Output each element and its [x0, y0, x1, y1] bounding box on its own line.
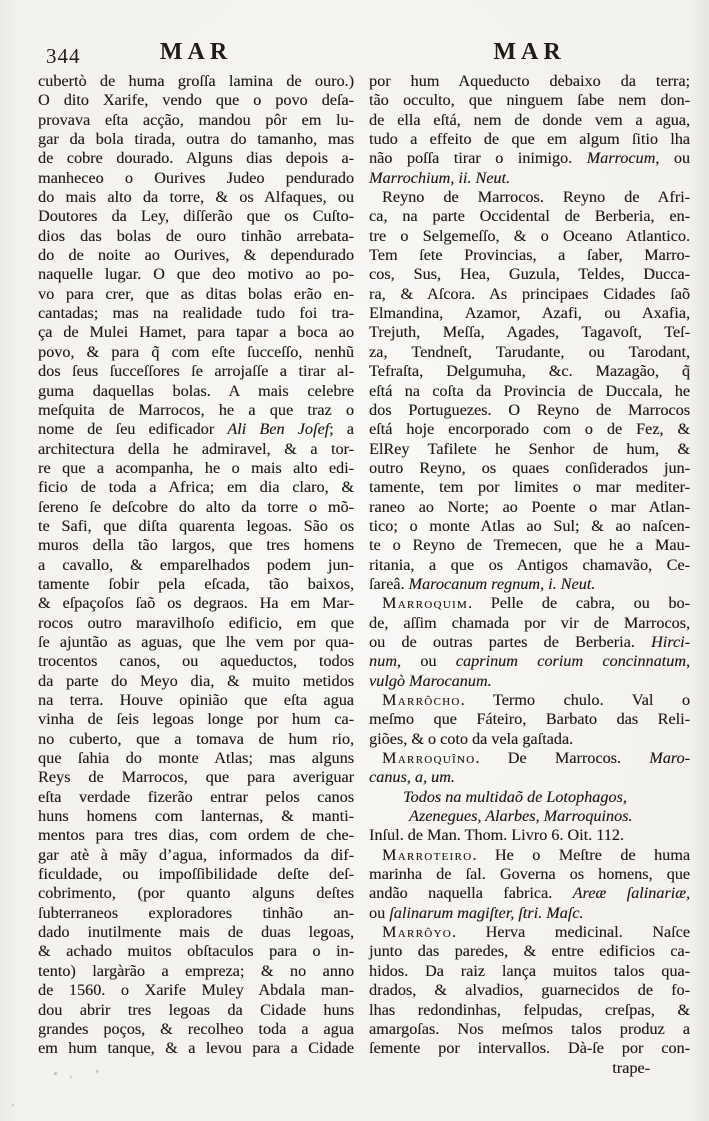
text-segment: dios das bolas de ouro tinhão arrebata-: [38, 226, 354, 245]
text-line: [38, 323, 354, 342]
text-line: [369, 846, 690, 865]
text-line: [38, 846, 354, 865]
text-segment: ſereno ſe deſcobre do alto da torre o mõ-: [38, 497, 354, 516]
text-line: [38, 652, 354, 671]
text-segment: ElRey Tafilete he Senhor de hum, &: [369, 439, 690, 458]
text-line: [369, 633, 690, 652]
text-segment: architectura della he admiravel, & a tor-: [38, 439, 354, 458]
text-line: [38, 536, 354, 555]
text-line: [38, 188, 354, 207]
text-segment: do mais alto da torre, & os Alfaques, ou: [38, 188, 354, 207]
text-line: [369, 246, 690, 265]
text-line: [369, 691, 690, 710]
scan-speckle: [96, 1070, 98, 1073]
text-line: [38, 401, 354, 420]
text-line: [38, 227, 354, 246]
text-segment: huns homens com lanternas, & manti-: [38, 807, 354, 826]
text-line: [38, 904, 354, 923]
text-segment: guma daquellas bolas. A mais celebre: [38, 381, 354, 400]
text-segment: Areæ ſalinariæ,: [572, 884, 690, 903]
text-line: [38, 884, 354, 903]
entry-headword: Marroteiro: [382, 845, 473, 864]
text-line: [369, 962, 690, 981]
text-line: [369, 556, 690, 575]
text-line: [369, 169, 690, 188]
text-line: [369, 1001, 690, 1020]
text-line: [369, 710, 690, 729]
text-line: [369, 517, 690, 536]
text-line: [38, 1020, 354, 1039]
column-left: [38, 72, 354, 1059]
text-segment: Doutores da Ley, diſſerão que os Cuſto-: [38, 207, 354, 226]
text-segment: vulgò Marocanum.: [369, 671, 492, 690]
text-line: [38, 614, 354, 633]
text-line: [38, 111, 354, 130]
text-segment: lhas redondinhas, felpudas, creſpas, &: [369, 1000, 690, 1019]
text-line: [38, 149, 354, 168]
text-line: [38, 788, 354, 807]
text-segment: te o Reyno de Tremecen, que he a Mau-: [369, 536, 690, 555]
text-segment: Maro-: [649, 749, 690, 768]
text-line: [369, 1059, 690, 1078]
text-line: [38, 1039, 354, 1058]
text-segment: que ſahia do monte Atlas; mas alguns: [38, 749, 354, 768]
text-segment: ra, & Aſcora. As principaes Cidades ſaõ: [369, 284, 690, 303]
text-segment: Marocanum regnum, i. Neut.: [408, 574, 596, 593]
text-line: [369, 382, 690, 401]
text-line: [369, 130, 690, 149]
text-segment: cos, Sus, Hea, Guzula, Teldes, Ducca-: [369, 265, 690, 284]
text-segment: cantadas; mas na realidade tudo foi tra-: [38, 304, 354, 323]
text-line: [369, 884, 690, 903]
text-line: [369, 285, 690, 304]
text-line: [369, 865, 690, 884]
text-segment: . Termo chulo. Val o: [460, 691, 690, 709]
text-line: [38, 246, 354, 265]
entry-headword: Marrôyo: [382, 923, 452, 942]
text-line: [38, 710, 354, 729]
text-line: [369, 730, 690, 749]
text-segment: za, Tendneſt, Tarudante, ou Tarodant,: [369, 342, 690, 361]
text-line: [369, 420, 690, 439]
text-line: [369, 826, 690, 845]
text-segment: gar da bola tirada, outra do tamanho, mas: [38, 130, 354, 149]
text-line: [38, 942, 354, 961]
text-segment: marinha de ſal. Governa os homens, que: [369, 865, 690, 884]
text-segment: ficuldade, ou impoſſibilidade deſte deſ-: [38, 865, 354, 884]
text-segment: ca, na parte Occidental de Berberia, en-: [369, 207, 690, 226]
text-line: [38, 962, 354, 981]
text-line: [38, 72, 354, 91]
text-segment: Trejuth, Meſſa, Agades, Tagavoſt, Teſ-: [369, 323, 690, 342]
text-segment: a cavallo, & emparelhados podem jun-: [38, 555, 354, 574]
text-line: [38, 459, 354, 478]
entry-headword: Marroquîno: [382, 749, 476, 768]
text-segment: . He o Meſtre de huma: [472, 845, 690, 864]
text-line: [369, 749, 690, 768]
text-line: [38, 440, 354, 459]
text-segment: de 1560. o Xarife Muley Abdala man-: [38, 981, 354, 1000]
text-line: [369, 1020, 690, 1039]
text-segment: re que a acompanha, he o mais alto edi-: [38, 458, 354, 477]
text-segment: dos Portuguezes. O Reyno de Marrocos: [369, 400, 690, 419]
text-line: [369, 207, 690, 226]
text-segment: tamente ſobir pela eſcada, tão baixos,: [38, 574, 354, 593]
text-segment: cobrimento, (por quanto alguns deſtes: [38, 884, 354, 903]
text-segment: ficio de toda a Africa; em dia claro, &: [38, 478, 354, 497]
text-segment: de ella eſtá, nem de donde vem a agua,: [369, 110, 690, 129]
text-segment: tão occulto, que ninguem ſabe nem don-: [369, 91, 690, 110]
text-segment: Inſul. de Man. Thom. Livro 6. Oit. 112.: [369, 826, 624, 845]
text-segment: gar atè à mãy d’agua, informados da dif-: [38, 845, 354, 864]
page-number: 344: [46, 44, 81, 68]
text-line: [38, 556, 354, 575]
text-segment: muros della tão largos, que tres homens: [38, 536, 354, 555]
text-segment: outro Reyno, os quaes conſiderados jun-: [369, 458, 690, 477]
text-line: [38, 865, 354, 884]
text-segment: & eſpaçoſos ſaõ os degraos. Ha em Mar-: [38, 594, 354, 613]
text-segment: em hum tanque, & a levou para a Cidade: [38, 1039, 354, 1058]
running-header-right: MAR: [493, 39, 566, 65]
text-segment: não poſſa tirar o inimigo.: [369, 149, 587, 168]
text-segment: dos ſeus ſucceſſores ſe arrojaſſe a tirar al-: [38, 362, 354, 381]
text-segment: dado inutilmente mais de duas legoas,: [38, 923, 354, 942]
text-line: [369, 594, 690, 613]
text-line: [369, 343, 690, 362]
text-line: [369, 188, 690, 207]
text-segment: tudo a effeito de que em algum ſitio lha: [369, 130, 690, 149]
text-line: [369, 91, 690, 110]
text-segment: hidos. Da raiz lança muitos talos qua-: [369, 961, 690, 980]
text-segment: naquelle lugar. O que deo motivo ao po-: [38, 265, 354, 284]
text-segment: nome de ſeu edificador: [38, 420, 228, 439]
text-segment: tamente, tem por limites o mar mediter-: [369, 478, 690, 497]
text-segment: da parte do Meyo dia, & muito metidos: [38, 671, 354, 690]
text-segment: Ali Ben Joſef: [227, 420, 330, 439]
text-line: [369, 362, 690, 381]
text-line: [38, 265, 354, 284]
text-segment: de cobre dourado. Alguns dias depois a-: [38, 149, 354, 168]
text-segment: Reys de Marrocos, que para averiguar: [38, 768, 354, 787]
text-line: [38, 633, 354, 652]
text-line: [38, 478, 354, 497]
text-line: [38, 517, 354, 536]
text-segment: O dito Xarife, vendo que o povo deſa-: [38, 91, 354, 110]
text-segment: vinha de ſeis legoas longe por hum ca-: [38, 710, 354, 729]
text-line: [369, 807, 690, 826]
text-segment: te Safi, que diſta quarenta legoas. São os: [38, 516, 354, 535]
scan-speckle: [70, 1076, 72, 1078]
text-segment: Elmandina, Azamor, Azafi, ou Axafia,: [369, 304, 690, 323]
text-segment: Reyno de Marrocos. Reyno de Afri-: [382, 188, 690, 207]
text-line: [38, 826, 354, 845]
text-line: [369, 923, 690, 942]
text-line: [38, 343, 354, 362]
text-segment: tico; o monte Atlas ao Sul; & ao naſcen-: [369, 516, 690, 535]
text-segment: num: [369, 652, 397, 671]
text-line: [38, 749, 354, 768]
scan-speckle: [54, 1072, 57, 1075]
text-segment: ſubterraneos exploradores tinhão an-: [38, 903, 354, 922]
text-line: [369, 459, 690, 478]
text-segment: dou abrir tres legoas da Cidade huns: [38, 1000, 354, 1019]
text-segment: & achado muitos obſtaculos para o in-: [38, 942, 354, 961]
text-line: [38, 691, 354, 710]
text-segment: . De Marrocos.: [475, 749, 650, 768]
text-line: [38, 304, 354, 323]
text-line: [38, 91, 354, 110]
column-right: [369, 72, 690, 1078]
text-line: [38, 207, 354, 226]
text-segment: eſtá hoje encorporado com o de Fez, &: [369, 420, 690, 439]
text-line: [38, 981, 354, 1000]
text-line: [38, 672, 354, 691]
text-segment: raneo ao Norte; ao Poente o mar Atlan-: [369, 497, 690, 516]
text-segment: trocentos canos, ou aqueductos, todos: [38, 652, 354, 671]
text-line: [369, 981, 690, 1000]
text-line: [38, 130, 354, 149]
text-segment: Marrocum: [586, 149, 656, 168]
text-segment: meſquita de Marrocos, he a que traz o: [38, 400, 354, 419]
text-segment: na terra. Houve opinião que eſta agua: [38, 691, 354, 709]
text-segment: ou: [369, 903, 390, 922]
entry-headword: Marroquim: [382, 594, 468, 613]
text-line: [369, 788, 690, 807]
text-segment: ça de Mulei Hamet, para tapar a boca ao: [38, 323, 354, 342]
entry-headword: Marrôcho: [382, 691, 461, 709]
text-line: [369, 149, 690, 168]
text-line: [38, 169, 354, 188]
text-segment: . Herva medicinal. Naſce: [451, 923, 690, 942]
text-segment: vo para crer, que as ditas bolas erão en-: [38, 284, 354, 303]
text-segment: Tem ſete Provincias, a ſaber, Marro-: [369, 246, 690, 265]
scan-speckle: [12, 1104, 14, 1106]
text-segment: Marrochium, ii. Neut.: [369, 168, 511, 187]
text-line: [38, 498, 354, 517]
text-segment: giões, & o coto da vela gaſtada.: [369, 729, 574, 748]
text-segment: trape-: [612, 1058, 650, 1077]
text-line: [369, 942, 690, 961]
text-segment: . Pelle de cabra, ou bo-: [468, 594, 690, 613]
text-segment: eſta verdade fizerão entrar pelos canos: [38, 787, 354, 806]
text-line: [369, 111, 690, 130]
text-line: [38, 382, 354, 401]
text-segment: por hum Aqueducto debaixo da terra;: [369, 72, 690, 90]
text-segment: meſmo que Fáteiro, Barbato das Reli-: [369, 710, 690, 729]
text-segment: ; a: [329, 420, 354, 439]
text-line: [369, 440, 690, 459]
text-line: [38, 285, 354, 304]
text-segment: , ou: [396, 652, 456, 671]
text-line: [38, 420, 354, 439]
text-segment: Hirci-: [651, 632, 690, 651]
text-segment: provava eſta acção, mandou pôr em lu-: [38, 110, 354, 129]
text-line: [38, 923, 354, 942]
text-line: [369, 536, 690, 555]
text-segment: ritania, a que os Antigos chamavão, Ce-: [369, 555, 690, 574]
text-line: [369, 265, 690, 284]
text-line: [369, 1039, 690, 1058]
running-header-left: MAR: [159, 39, 233, 65]
text-segment: andão naquella fabrica.: [369, 884, 573, 903]
text-segment: tento) largàrão a empreza; & no anno: [38, 961, 354, 980]
text-segment: ſareâ.: [369, 574, 409, 593]
text-segment: ſemente por intervallos. Dà-ſe por con-: [369, 1039, 690, 1058]
text-line: [369, 768, 690, 787]
text-segment: grandes poços, & recolheo toda a agua: [38, 1019, 354, 1038]
text-segment: rocos outro maravilhoſo edificio, em que: [38, 613, 354, 632]
text-line: [38, 594, 354, 613]
text-segment: Tefraſta, Delgumuha, &c. Mazagão, q̃: [369, 362, 690, 381]
text-segment: cubertò de huma groſſa lamina de ouro.): [38, 72, 354, 90]
text-segment: caprinum corium concinnatum,: [455, 652, 690, 671]
text-segment: amargoſas. Nos meſmos talos produz a: [369, 1019, 690, 1038]
text-line: [369, 904, 690, 923]
text-line: [369, 227, 690, 246]
text-line: [369, 72, 690, 91]
text-segment: tre o Selgemeſſo, & o Oceano Atlantico.: [369, 226, 690, 245]
text-segment: canus, a, um.: [369, 768, 455, 787]
text-line: [369, 575, 690, 594]
text-line: [38, 807, 354, 826]
text-segment: junto das paredes, & entre edificios ca-: [369, 942, 690, 961]
text-line: [369, 614, 690, 633]
text-line: [369, 652, 690, 671]
text-segment: , ou: [655, 149, 690, 168]
text-segment: no cuberto, que a tomava de hum rio,: [38, 729, 354, 748]
text-line: [369, 478, 690, 497]
text-line: [38, 575, 354, 594]
text-line: [38, 362, 354, 381]
text-segment: ſe ajuntão as aguas, que lhe vem por qua-: [38, 632, 354, 651]
text-line: [369, 498, 690, 517]
text-segment: mentos para tres dias, com ordem de che-: [38, 826, 354, 845]
text-segment: ſalinarum magiſter, ſtri. Maſc.: [389, 903, 584, 922]
text-segment: povo, & para q̃ com eſte ſucceſſo, nenhũ: [38, 342, 354, 361]
text-line: [38, 730, 354, 749]
text-line: [369, 401, 690, 420]
text-segment: drados, & alvadios, guarnecidos de fo-: [369, 981, 690, 1000]
text-line: [38, 1001, 354, 1020]
text-line: [369, 304, 690, 323]
text-segment: ou de outras partes de Berberia.: [369, 632, 652, 651]
text-segment: eſtá na coſta da Provincia de Duccala, he: [369, 381, 690, 400]
text-segment: de, aſſim chamada por vir de Marrocos,: [369, 613, 690, 632]
text-line: [369, 672, 690, 691]
text-segment: Todos na multidaõ de Lotophagos,: [403, 787, 627, 806]
text-line: [38, 768, 354, 787]
text-segment: Azenegues, Alarbes, Marroquinos.: [409, 807, 633, 826]
text-segment: do de noite ao Ourives, & dependurado: [38, 246, 354, 265]
text-segment: manheceo o Ourives Judeo pendurado: [38, 168, 354, 187]
text-line: [369, 323, 690, 342]
